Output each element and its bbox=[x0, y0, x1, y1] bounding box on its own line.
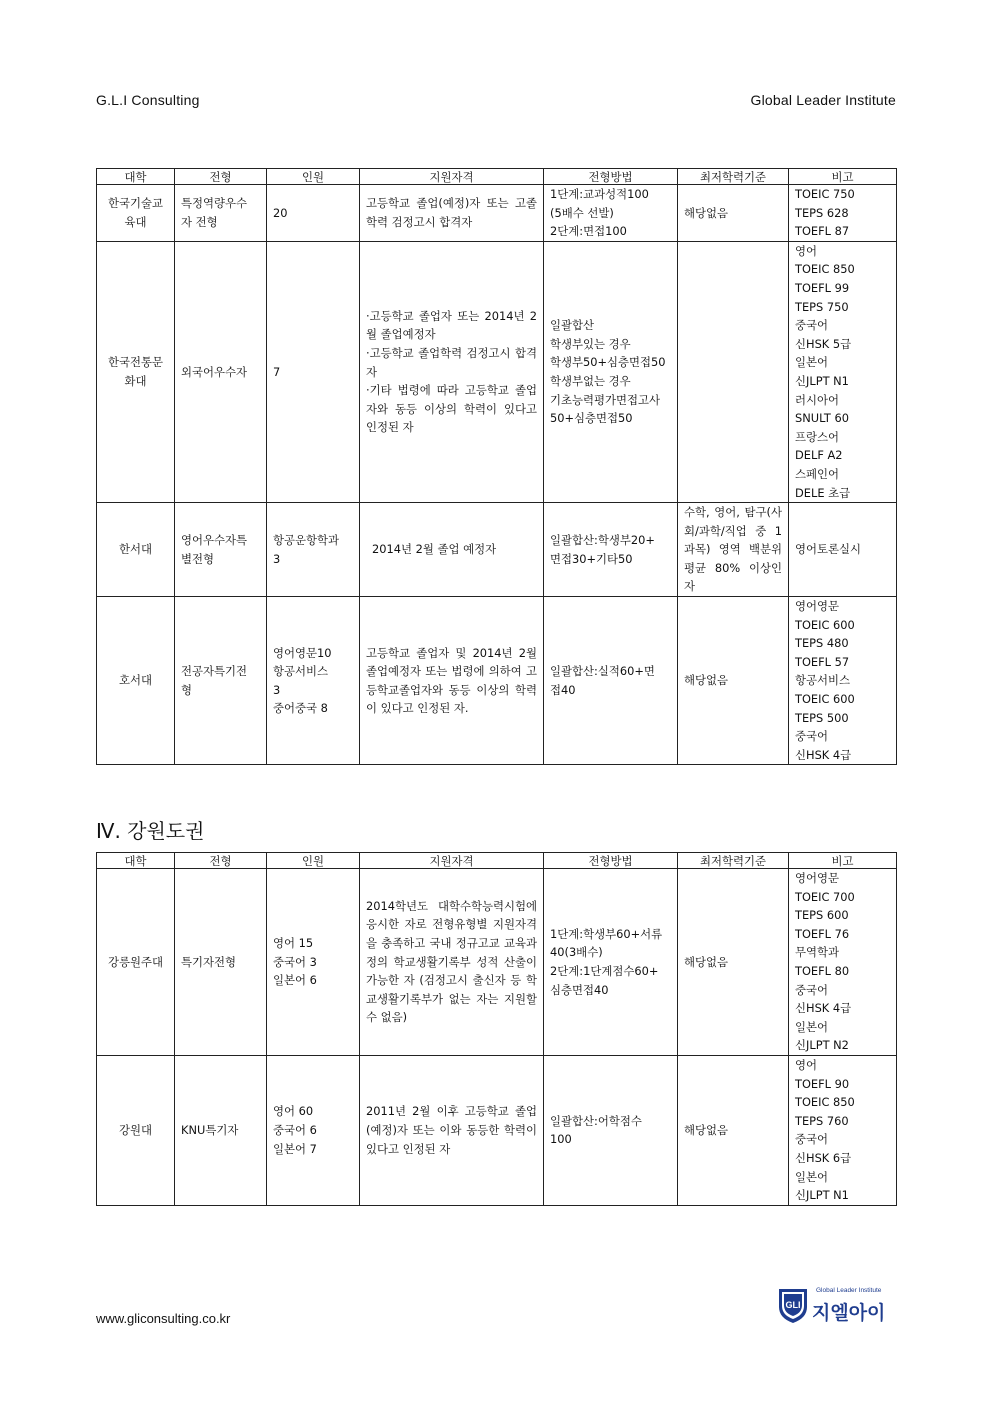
cell-type: 특정역량우수 자 전형 bbox=[175, 185, 267, 242]
table-row bbox=[97, 241, 897, 502]
cell-method: 일괄합산:어학점수 100 bbox=[544, 1055, 678, 1205]
cell-method: 일괄합산 학생부있는 경우 학생부50+심층면접50 학생부없는 경우 기초능력평가면접고사 50+심층면접50 bbox=[544, 241, 678, 502]
cell-qualification: ·고등학교 졸업자 또는 2014년 2월 졸업예정자 ·고등학교 졸업학력 검정고시 합격자 ·기타 법령에 따라 고등학교 졸업자와 동등 이상의 학력이 있다고 인정된 자 bbox=[360, 241, 544, 502]
cell-notes: 영어영문 TOEIC 700 TEPS 600 TOEFL 76 무역학과 TOEFL 80 중국어 신HSK 4급 일본어 신JLPT N2 bbox=[789, 869, 897, 1056]
cell-university: 강원대 bbox=[97, 1055, 175, 1205]
col-minimum: 최저학력기준 bbox=[678, 169, 789, 185]
col-quota: 인원 bbox=[267, 853, 360, 869]
cell-minimum: 해당없음 bbox=[678, 1055, 789, 1205]
cell-method: 일괄합산:학생부20+ 면접30+기타50 bbox=[544, 503, 678, 597]
table-header-row bbox=[97, 169, 897, 185]
col-type: 전형 bbox=[175, 853, 267, 869]
cell-notes: 영어 TOEFL 90 TOEIC 850 TEPS 760 중국어 신HSK 6급 일본어 신JLPT N1 bbox=[789, 1055, 897, 1205]
cell-qualification: 2011년 2월 이후 고등학교 졸업(예정)자 또는 이와 동등한 학력이 있다고 인정된 자 bbox=[360, 1055, 544, 1205]
cell-university: 강릉원주대 bbox=[97, 869, 175, 1056]
col-minimum: 최저학력기준 bbox=[678, 853, 789, 869]
table-row bbox=[97, 185, 897, 242]
admission-table-1 bbox=[96, 168, 897, 765]
col-qualification: 지원자격 bbox=[360, 169, 544, 185]
cell-quota: 7 bbox=[267, 241, 360, 502]
col-method: 전형방법 bbox=[544, 853, 678, 869]
cell-minimum bbox=[678, 241, 789, 502]
col-university: 대학 bbox=[97, 853, 175, 869]
cell-method: 1단계:학생부60+서류 40(3배수) 2단계:1단계점수60+ 심층면접40 bbox=[544, 869, 678, 1056]
cell-university: 한국기술교 육대 bbox=[97, 185, 175, 242]
company-logo bbox=[776, 1286, 888, 1326]
header-left: G.L.I Consulting bbox=[96, 92, 200, 108]
col-qualification: 지원자격 bbox=[360, 853, 544, 869]
cell-notes: 영어토론실시 bbox=[789, 503, 897, 597]
cell-quota: 영어 15 중국어 3 일본어 6 bbox=[267, 869, 360, 1056]
col-type: 전형 bbox=[175, 169, 267, 185]
col-notes: 비고 bbox=[789, 169, 897, 185]
footer-url: www.gliconsulting.co.kr bbox=[96, 1311, 231, 1326]
header-right: Global Leader Institute bbox=[750, 92, 896, 108]
cell-minimum: 해당없음 bbox=[678, 869, 789, 1056]
cell-method: 일괄합산:실적60+면 접40 bbox=[544, 597, 678, 765]
cell-qualification: 2014학년도 대학수학능력시험에 응시한 자로 전형유형별 지원자격을 충족하고 국내 정규고교 교육과정의 학교생활기록부 성적 산출이 가능한 자 (검정고시 출신자 등 학교생활기록부가 없는 자는 지원할 수 없음) bbox=[360, 869, 544, 1056]
cell-quota: 20 bbox=[267, 185, 360, 242]
section-title: Ⅳ. 강원도권 bbox=[96, 819, 205, 843]
table-header-row bbox=[97, 853, 897, 869]
cell-qualification: 고등학교 졸업자 및 2014년 2월 졸업예정자 또는 법령에 의하여 고등학교졸업자와 동등 이상의 학력이 있다고 인정된 자. bbox=[360, 597, 544, 765]
table-row bbox=[97, 1055, 897, 1205]
cell-minimum: 수학, 영어, 탐구(사회/과학/직업 중 1과목) 영역 백분위 평균 80% 이상인 자 bbox=[678, 503, 789, 597]
cell-notes: TOEIC 750 TEPS 628 TOEFL 87 bbox=[789, 185, 897, 242]
col-method: 전형방법 bbox=[544, 169, 678, 185]
cell-qualification: 고등학교 졸업(예정)자 또는 고졸학력 검정고시 합격자 bbox=[360, 185, 544, 242]
cell-university: 한서대 bbox=[97, 503, 175, 597]
svg-text:GLI: GLI bbox=[785, 1300, 801, 1310]
cell-qualification: 2014년 2월 졸업 예정자 bbox=[360, 503, 544, 597]
cell-university: 한국전통문 화대 bbox=[97, 241, 175, 502]
table-row bbox=[97, 597, 897, 765]
col-quota: 인원 bbox=[267, 169, 360, 185]
cell-minimum: 해당없음 bbox=[678, 185, 789, 242]
cell-quota: 항공운항학과 3 bbox=[267, 503, 360, 597]
shield-logo-icon bbox=[776, 1286, 810, 1324]
cell-method: 1단계:교과성적100 (5배수 선발) 2단계:면접100 bbox=[544, 185, 678, 242]
cell-type: KNU특기자 bbox=[175, 1055, 267, 1205]
cell-type: 전공자특기전 형 bbox=[175, 597, 267, 765]
cell-quota: 영어 60 중국어 6 일본어 7 bbox=[267, 1055, 360, 1205]
cell-minimum: 해당없음 bbox=[678, 597, 789, 765]
col-university: 대학 bbox=[97, 169, 175, 185]
col-notes: 비고 bbox=[789, 853, 897, 869]
cell-type: 영어우수자특 별전형 bbox=[175, 503, 267, 597]
table-row bbox=[97, 869, 897, 1056]
cell-notes: 영어영문 TOEIC 600 TEPS 480 TOEFL 57 항공서비스 TOEIC 600 TEPS 500 중국어 신HSK 4급 bbox=[789, 597, 897, 765]
cell-notes: 영어 TOEIC 850 TOEFL 99 TEPS 750 중국어 신HSK 5급 일본어 신JLPT N1 러시아어 SNULT 60 프랑스어 DELF A2 스페인어 DELE 초급 bbox=[789, 241, 897, 502]
table-row bbox=[97, 503, 897, 597]
cell-quota: 영어영문10 항공서비스 3 중어중국 8 bbox=[267, 597, 360, 765]
admission-table-2 bbox=[96, 852, 897, 1206]
cell-type: 외국어우수자 bbox=[175, 241, 267, 502]
logo-tagline: Global Leader Institute bbox=[816, 1287, 882, 1294]
cell-university: 호서대 bbox=[97, 597, 175, 765]
logo-name: 지엘아이 bbox=[812, 1302, 886, 1324]
cell-type: 특기자전형 bbox=[175, 869, 267, 1056]
